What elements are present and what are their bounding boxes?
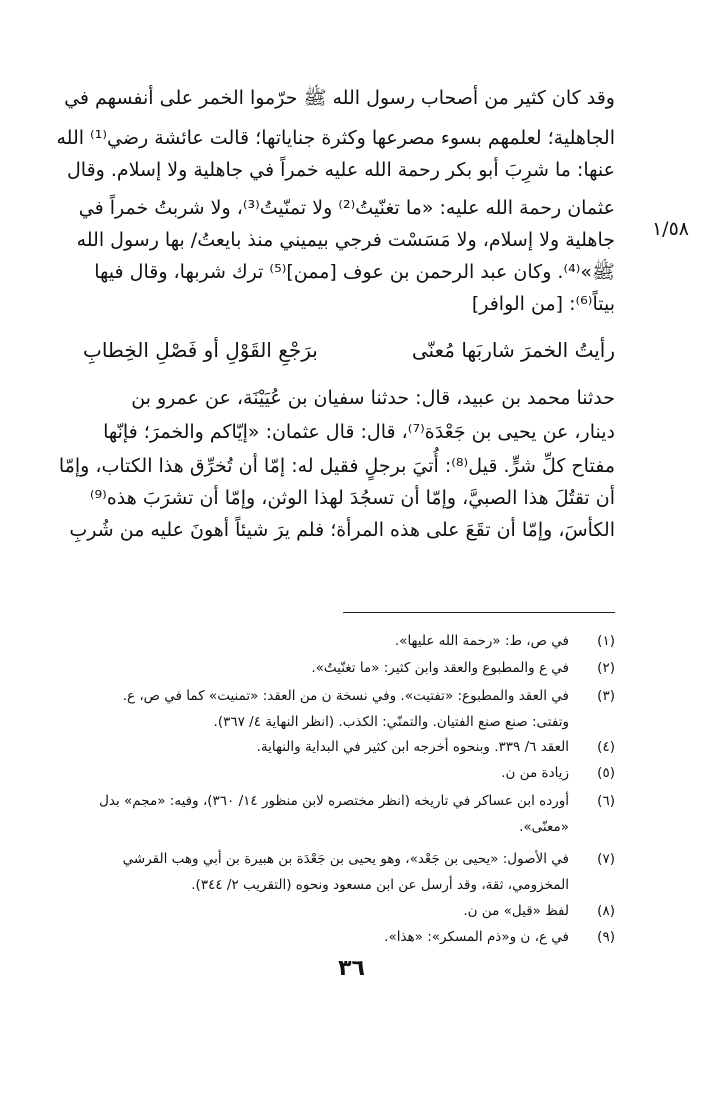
footnote-separator [343,612,615,613]
body-line-6: ﷺ»⁽⁴⁾. وكان عبد الرحمن بن عوف [ممن]⁽⁵⁾ ترك شربها، وقال فيها [94,261,615,283]
body2-line-3: مفتاح كلِّ شرٍّ. قيل⁽⁸⁾: أُتيَ برجلٍ فقيل له: إمّا أن تُخرِّق هذا الكتاب، وإمّا [58,455,615,477]
footnote-8 [83,898,615,924]
poem-first-hemistich: رأيتُ الخمرَ شاربَها مُعنّى [411,338,615,362]
footnote-text: في ص، ط: «رحمة الله عليها». [394,633,569,649]
footnote-text: في ع والمطبوع والعقد وابن كثير: «ما تغنّيتُ». [311,660,569,676]
body2-line-4: أن تقتُلَ هذا الصبيَّ، وإمّا أن تسجُدَ لهذا الوثن، وإمّا أن تشرَبَ هذه⁽⁹⁾ [89,487,615,509]
body-line-4: عثمان رحمة الله عليه: «ما تغنّيتُ⁽²⁾ ولا تمنّيتُ⁽³⁾، ولا شربتُ خمراً في [78,197,615,219]
footnote-text: زيادة من ن. [501,765,569,781]
body-line-1: وقد كان كثير من أصحاب رسول الله ﷺ حرّموا الخمر على أنفسهم في [64,87,615,109]
page-number: ٣٦ [338,956,365,981]
body2-line-1: حدثنا محمد بن عبيد، قال: حدثنا سفيان بن عُيَيْنَة، عن عمرو بن [131,387,615,409]
footnote-text: في ع، ن و«ذم المسكر»: «هذا». [384,929,569,945]
footnote-number: (٩) [597,929,615,945]
footnote-number: (٦) [597,793,615,809]
footnote-text: في العقد والمطبوع: «تفتيت». وفي نسخة ن من العقد: «تمنيت» كما في ص، ع. وتفتى: صنع صنع الفتيان. والتمنّي: الكذب. (انظر النهاية ٤/ ٣٦٧). [122,688,569,730]
footnote-number: (٤) [597,739,615,755]
footnote-number: (٨) [597,903,615,919]
footnote-1 [83,628,615,654]
footnote-9 [83,924,615,950]
poem-verse [83,338,615,362]
body-line-7: بيتاً⁽⁶⁾: [من الوافر] [471,293,615,315]
body2-line-5: الكأسَ، وإمّا أن تقَعَ على هذه المرأة؛ فلم يرَ شيئاً أهونَ عليه من شُربِ [69,519,615,541]
body-line-5: جاهلية ولا إسلام، ولا مَسَسْت فرجي بيميني منذ بايعتُ/ بها رسول الله [76,229,615,251]
footnote-text: في الأصول: «يحيى بن جَعْد»، وهو يحيى بن جَعْدَة بن هبيرة بن أبي وهب القرشي المخزومي، ثقة، وقد أرسل عن ابن مسعود ونحوه (التقريب ٢/ ٣٤٤). [122,851,569,893]
body2-line-2: دينار، عن يحيى بن جَعْدَة⁽⁷⁾، قال: قال عثمان: «إيّاكم والخمرَ؛ فإنّها [103,421,615,443]
footnote-text: أورده ابن عساكر في تاريخه (انظر مختصره لابن منظور ١٤/ ٣٦٠)، وفيه: «مجم» بدل «معنّى». [99,793,569,835]
body-line-2: الجاهلية؛ لعلمهم بسوء مصرعها وكثرة جناياتها؛ قالت عائشة رضي⁽¹⁾ الله [56,127,615,149]
footnote-text: لفظ «قيل» من ن. [463,903,569,919]
footnote-4 [83,734,615,760]
footnote-number: (١) [597,633,615,649]
footnote-2 [83,655,615,681]
footnote-number: (٢) [597,660,615,676]
footnote-7 [83,846,615,898]
poem-second-hemistich: برَجْعِ القَوْلِ أو فَصْلِ الخِطابِ [83,338,318,362]
margin-folio-note: ١/٥٨ [651,218,689,240]
footnote-number: (٥) [597,765,615,781]
footnote-3 [83,683,615,735]
footnote-text: العقد ٦/ ٣٣٩. وبنحوه أخرجه ابن كثير في البداية والنهاية. [256,739,569,755]
footnote-number: (٧) [597,851,615,867]
footnote-6 [83,788,615,840]
body-line-3: عنها: ما شرِبَ أبو بكر رحمة الله عليه خمراً في جاهلية ولا إسلام. وقال [67,159,615,181]
footnote-5 [83,760,615,786]
footnote-number: (٣) [597,688,615,704]
